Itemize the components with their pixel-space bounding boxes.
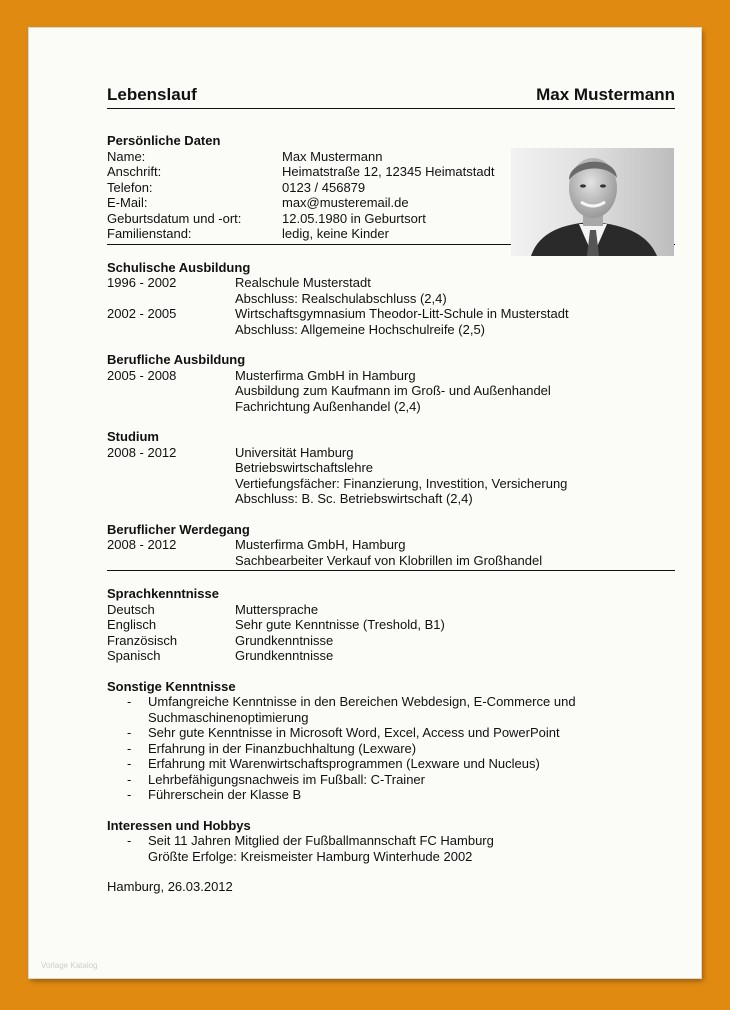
entry-key [107, 460, 235, 476]
list-item [107, 368, 675, 384]
career-list [107, 537, 675, 568]
list-item [107, 694, 675, 725]
entry-value: Sachbearbeiter Verkauf von Klobrillen im Großhandel [235, 552, 543, 568]
bullet-dash: - [127, 725, 132, 740]
languages-list [107, 602, 675, 664]
entry-value: Realschule Musterstadt [235, 275, 371, 290]
entry-value: Abschluss: Allgemeine Hochschulreife (2,5) [235, 321, 486, 337]
entry-value: Muttersprache [235, 601, 319, 617]
skill-text [148, 787, 301, 803]
list-item [107, 445, 675, 461]
bullet-dash: - [127, 771, 132, 787]
skill-line: Führerschein der Klasse B [148, 787, 302, 802]
entry-value: Wirtschaftsgymnasium Theodor-Litt-Schule in Musterstadt [235, 306, 569, 321]
entry-key: 2008 - 2012 [107, 537, 177, 552]
field-label: Geburtsdatum und -ort: [107, 210, 242, 226]
cv-header [107, 84, 675, 109]
vocational-list [107, 368, 675, 415]
list-item [107, 275, 675, 291]
school-list [107, 275, 675, 337]
entry-key: Deutsch [107, 601, 155, 617]
entry-value: Grundkenntnisse [235, 632, 334, 648]
section-title-hobbies: Interessen und Hobbys [107, 817, 251, 833]
list-item [107, 322, 675, 338]
list-item [107, 602, 675, 618]
list-item [107, 491, 675, 507]
cv-page [29, 28, 701, 978]
list-item [107, 772, 675, 788]
entry-value: Sehr gute Kenntnisse (Treshold, B1) [235, 617, 445, 632]
skill-text [148, 772, 425, 788]
field-value: 12.05.1980 in Geburtsort [282, 210, 426, 226]
entry-key [107, 291, 235, 307]
skill-line: Sehr gute Kenntnisse in Microsoft Word, Excel, Access und PowerPoint [148, 725, 560, 740]
list-item [107, 633, 675, 649]
entry-key: Englisch [107, 617, 157, 632]
skill-text [148, 725, 560, 741]
field-label: Familienstand: [107, 226, 192, 241]
entry-value: Musterfirma GmbH in Hamburg [235, 367, 416, 383]
section-title-languages: Sprachkenntnisse [107, 586, 219, 601]
skill-text [148, 694, 576, 725]
portrait-image [511, 148, 674, 256]
field-value: 0123 / 456879 [282, 179, 366, 195]
skills-list [107, 694, 675, 803]
list-item [107, 460, 675, 476]
list-item [107, 617, 675, 633]
entry-key [107, 383, 235, 399]
list-item [107, 537, 675, 553]
list-item [107, 306, 675, 322]
bullet-dash: - [127, 694, 132, 709]
entry-value: Grundkenntnisse [235, 648, 334, 663]
bullet-dash: - [127, 756, 132, 771]
place-date: Hamburg, 26.03.2012 [107, 879, 233, 894]
entry-value: Universität Hamburg [235, 444, 354, 460]
entry-key: Französisch [107, 632, 178, 648]
bullet-dash: - [127, 833, 132, 848]
section-title-personal: Persönliche Daten [107, 133, 221, 148]
entry-key: 1996 - 2002 [107, 275, 177, 290]
field-value: Heimatstraße 12, 12345 Heimatstadt [282, 164, 495, 179]
entry-key: 2008 - 2012 [107, 444, 177, 460]
entry-key: 2005 - 2008 [107, 367, 177, 383]
entry-value: Abschluss: Realschulabschluss (2,4) [235, 290, 447, 306]
field-value: max@musteremail.de [282, 195, 409, 210]
entry-value: Ausbildung zum Kaufmann im Groß- und Außenhandel [235, 383, 551, 398]
entry-key [107, 553, 235, 569]
list-item [107, 399, 675, 415]
section-title-vocational: Berufliche Ausbildung [107, 352, 246, 367]
entry-key [107, 491, 235, 507]
hobby-line-1: Seit 11 Jahren Mitglied der Fußballmannschaft FC Hamburg [148, 833, 494, 848]
entry-key [107, 476, 235, 492]
list-item [107, 648, 675, 664]
document-title: Lebenslauf [107, 85, 197, 104]
skill-line: Umfangreiche Kenntnisse in den Bereichen Webdesign, E-Commerce und [148, 694, 576, 709]
cv-content [107, 84, 675, 895]
field-label: Anschrift: [107, 164, 162, 179]
list-item [107, 833, 675, 849]
field-value: ledig, keine Kinder [282, 226, 389, 241]
list-item [107, 383, 675, 399]
entry-key: Spanisch [107, 648, 161, 663]
skill-line: Erfahrung mit Warenwirtschaftsprogrammen (Lexware und Nucleus) [148, 756, 540, 771]
entry-value: Vertiefungsfächer: Finanzierung, Investition, Versicherung [235, 475, 568, 491]
section-title-school: Schulische Ausbildung [107, 259, 251, 275]
entry-key [107, 399, 235, 415]
list-item [107, 787, 675, 803]
section-title-career: Beruflicher Werdegang [107, 521, 250, 537]
watermark: Vorlage Katalog [41, 961, 98, 970]
entry-value: Musterfirma GmbH, Hamburg [235, 537, 406, 552]
entry-value: Fachrichtung Außenhandel (2,4) [235, 398, 421, 414]
study-list [107, 445, 675, 507]
bullet-dash: - [127, 740, 132, 756]
applicant-photo [511, 148, 674, 256]
skill-text [148, 741, 416, 757]
entry-value: Abschluss: B. Sc. Betriebswirtschaft (2,4) [235, 491, 473, 506]
hobby-line-2: Größte Erfolge: Kreismeister Hamburg Winterhude 2002 [148, 848, 473, 864]
section-title-study: Studium [107, 429, 159, 444]
list-item [107, 756, 675, 772]
entry-value: Betriebswirtschaftslehre [235, 460, 373, 475]
bullet-dash: - [127, 787, 132, 802]
field-label: E-Mail: [107, 195, 148, 210]
section-title-skills: Sonstige Kenntnisse [107, 678, 236, 694]
field-label: Name: [107, 148, 146, 164]
list-item [107, 849, 675, 865]
skill-text [148, 756, 540, 772]
list-item [107, 476, 675, 492]
entry-key: 2002 - 2005 [107, 306, 177, 321]
field-label: Telefon: [107, 179, 153, 195]
skill-line: Lehrbefähigungsnachweis im Fußball: C-Trainer [148, 771, 425, 787]
field-value: Max Mustermann [282, 148, 383, 164]
list-item [107, 741, 675, 757]
entry-key [107, 322, 235, 338]
skill-line: Erfahrung in der Finanzbuchhaltung (Lexware) [148, 740, 417, 756]
list-item [107, 725, 675, 741]
skill-line: Suchmaschinenoptimierung [148, 709, 309, 725]
list-item [107, 553, 675, 569]
list-item [107, 291, 675, 307]
applicant-name: Max Mustermann [536, 85, 675, 104]
